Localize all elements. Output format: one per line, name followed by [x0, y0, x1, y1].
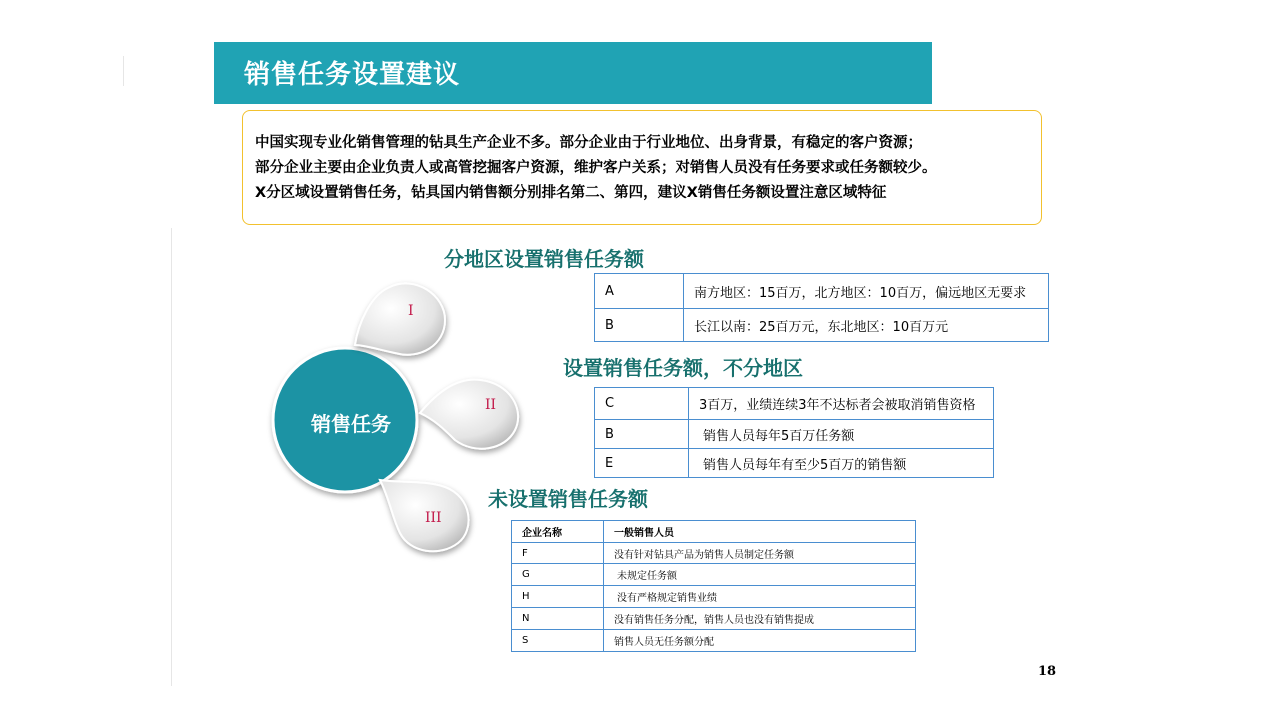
page-number: 18: [1038, 664, 1057, 679]
table-cell-detail: 3百万，业绩连续3年不达标者会被取消销售资格: [689, 388, 994, 420]
intro-line: 中国实现专业化销售管理的钻具生产企业不多。部分企业由于行业地位、出身背景，有稳定的客户资源；: [255, 135, 922, 151]
table-cell-detail: 长江以南：25百万元，东北地区：10百万元: [684, 309, 1049, 342]
intro-line: 部分企业主要由企业负责人或高管挖掘客户资源，维护客户关系；对销售人员没有任务要求或任务额较少。: [255, 160, 937, 176]
table-cell-detail: 销售人员每年有至少5百万的销售额: [689, 449, 994, 478]
table-cell-company: B: [595, 420, 689, 449]
table-cell-company: F: [512, 543, 604, 564]
table-cell-detail: 未规定任务额: [604, 564, 916, 586]
intro-box: [242, 110, 1042, 225]
section-title-regional: 分地区设置销售任务额: [444, 247, 644, 271]
bubble-i-shape: [355, 283, 445, 354]
table-row: [595, 274, 1049, 309]
table-cell-company: B: [595, 309, 684, 342]
no-task-table: [511, 520, 916, 652]
regional-table: [594, 273, 1049, 342]
guide-line: [123, 56, 124, 86]
bubble-ii-shape: [420, 380, 518, 449]
bubble-label-ii: II: [485, 397, 497, 413]
intro-line: X分区域设置销售任务，钻具国内销售额分别排名第二、第四，建议X销售任务额设置注意区域特征: [255, 185, 887, 201]
table-row: [512, 543, 916, 564]
table-cell-company: G: [512, 564, 604, 586]
table-cell-detail: 没有严格规定销售业绩: [604, 586, 916, 608]
table-cell-detail: 南方地区：15百万，北方地区：10百万，偏远地区无要求: [684, 274, 1049, 309]
task-diagram: [260, 265, 530, 565]
center-label: 销售任务: [311, 412, 391, 436]
table-cell-detail: 没有针对钻具产品为销售人员制定任务额: [604, 543, 916, 564]
table-cell-company: S: [512, 630, 604, 652]
table-row: [595, 449, 994, 478]
table-cell-detail: 销售人员无任务额分配: [604, 630, 916, 652]
table-row: [512, 586, 916, 608]
table-cell-company: C: [595, 388, 689, 420]
table-cell-company: N: [512, 608, 604, 630]
bubble-label-iii: III: [425, 510, 442, 526]
table-cell-company: A: [595, 274, 684, 309]
table-cell-company: E: [595, 449, 689, 478]
nonregional-table: [594, 387, 994, 478]
table-row: [595, 309, 1049, 342]
page-title: 销售任务设置建议: [244, 60, 461, 90]
table-row: [512, 564, 916, 586]
table-cell-detail: 销售人员每年5百万任务额: [689, 420, 994, 449]
section-title-none: 未设置销售任务额: [488, 487, 648, 511]
table-row: [512, 630, 916, 652]
section-title-nonregional: 设置销售任务额，不分地区: [563, 356, 803, 380]
table-header-row: [512, 521, 916, 543]
table-header-sales: 一般销售人员: [604, 521, 916, 543]
table-row: [512, 608, 916, 630]
guide-line: [171, 228, 172, 686]
table-cell-detail: 没有销售任务分配，销售人员也没有销售提成: [604, 608, 916, 630]
table-row: [595, 388, 994, 420]
bubble-label-i: I: [408, 303, 414, 319]
table-row: [595, 420, 994, 449]
table-header-company: 企业名称: [512, 521, 604, 543]
table-cell-company: H: [512, 586, 604, 608]
